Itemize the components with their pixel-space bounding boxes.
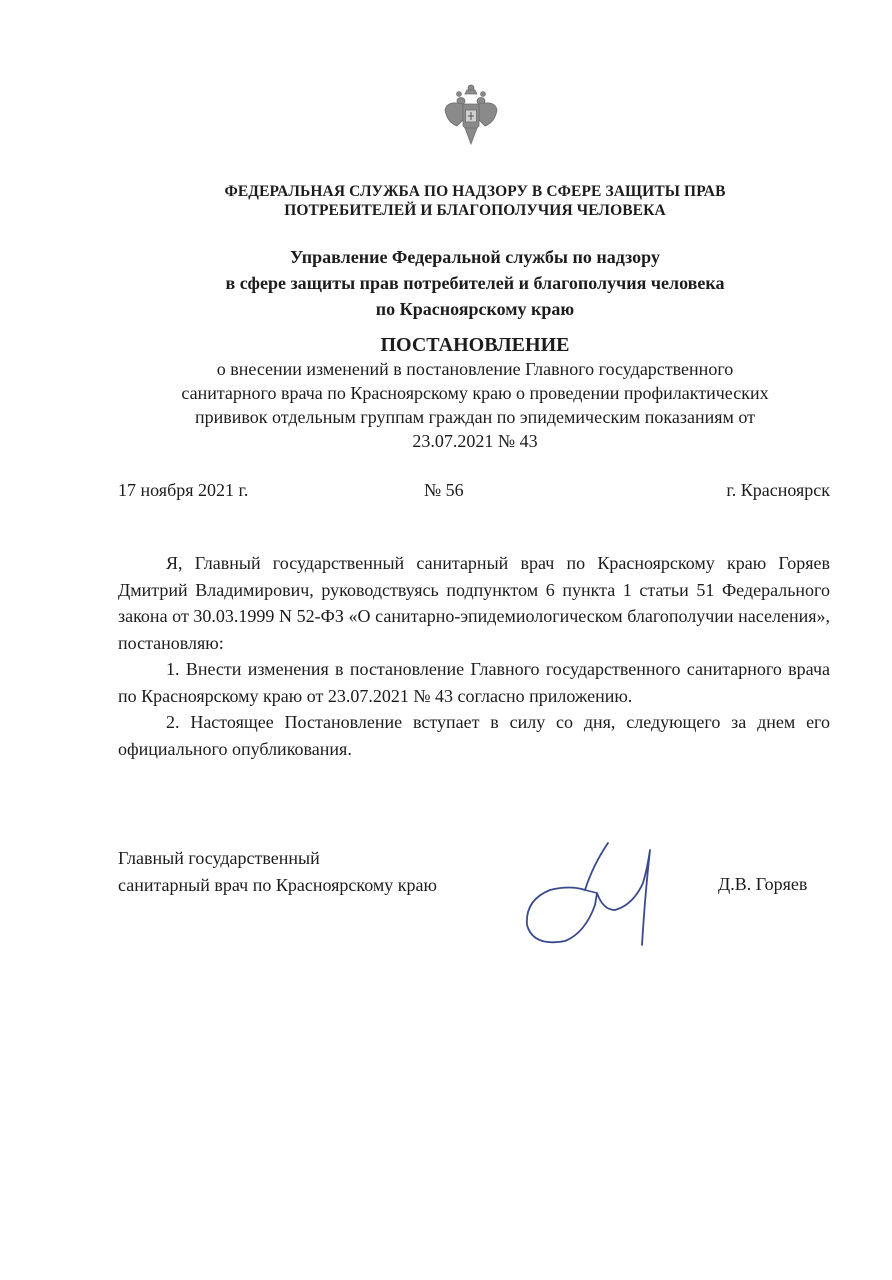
signature-stroke [527,843,650,945]
document-meta [118,478,830,502]
department-name [100,244,850,322]
coat-of-arms-icon [441,82,501,148]
organization-line: ПОТРЕБИТЕЛЕЙ И БЛАГОПОЛУЧИЯ ЧЕЛОВЕКА [284,202,666,219]
organization-line: ФЕДЕРАЛЬНАЯ СЛУЖБА ПО НАДЗОРУ В СФЕРЕ ЗАЩИТЫ ПРАВ [224,183,726,200]
organization-name [100,182,850,220]
signature-stroke [585,890,597,893]
signatory-title-line: санитарный врач по Красноярскому краю [118,875,437,895]
department-line: в сфере защиты прав потребителей и благополучия человека [225,273,725,293]
document-date: 17 ноября 2021 г. [118,480,249,500]
resolution-item: 1. Внести изменения в постановление Главного государственного санитарного врача по Красноярскому краю от 23.07.2021 № 43 согласно приложению. [118,659,830,706]
department-line: Управление Федеральной службы по надзору [290,247,660,267]
signatory-title [118,845,437,899]
subject-line: о внесении изменений в постановление Главного государственного [216,359,734,379]
subject-line: прививок отдельным группам граждан по эпидемическим показаниям от [194,407,756,427]
resolution-item: 2. Настоящее Постановление вступает в силу со дня, следующего за днем его официального опубликования. [118,712,830,759]
preamble-paragraph: Я, Главный государственный санитарный врач по Красноярскому краю Горяев Дмитрий Владимирович, руководствуясь подпунктом 6 пункта 1 статьи 51 Федерального закона от 30.03.1999 N 52-ФЗ «О санитарно-эпидемиологическом благополучии населения», постановляю: [118,553,830,653]
department-line: по Красноярскому краю [375,299,575,319]
signatory-name: Д.В. Горяев [718,874,808,894]
document-number: № 56 [424,480,464,500]
document-subject [110,357,840,453]
signatory-title-line: Главный государственный [118,848,320,868]
subject-line: 23.07.2021 № 43 [412,431,538,451]
document-type: ПОСТАНОВЛЕНИЕ [380,334,570,356]
handwritten-signature [515,835,715,955]
document-body [118,550,830,762]
document-city: г. Красноярск [726,480,830,500]
subject-line: санитарного врача по Красноярскому краю о проведении профилактических [181,383,769,403]
